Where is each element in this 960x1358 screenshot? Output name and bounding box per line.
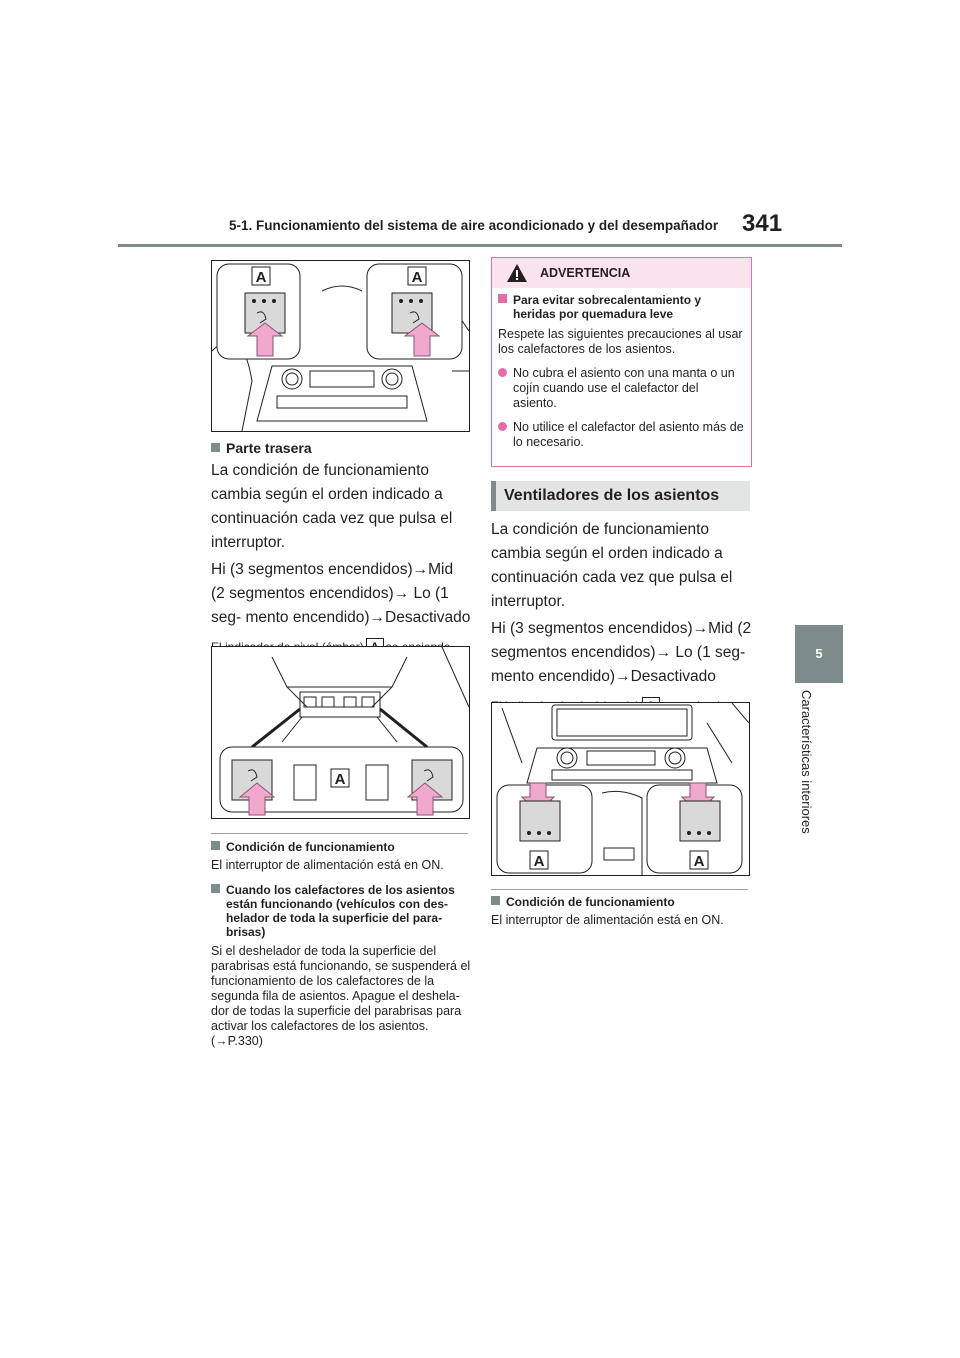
rear-heading: Parte trasera [211,440,471,456]
fan-paragraph-1: La condición de funcionamiento cambia según el orden indicado a continuación cada vez que pulsa el interruptor. [491,521,733,610]
defrost-heading: Cuando los calefactores de los asientos están funcionando (vehículos con des- helador de toda la superficie del para- brisas) [211,883,473,939]
left-divider [211,833,468,834]
vent-left-label: A [533,853,545,870]
running-header: 5-1. Funcionamiento del sistema de aire acondicionado y del desempañador [229,218,719,233]
right-condition-heading: Condición de funcionamiento [491,895,753,909]
front-left-label: A [255,269,267,286]
section-heading: Ventiladores de los asientos [491,481,750,511]
warning-triangle-icon [506,263,528,294]
square-bullet-icon [211,443,220,452]
warning-bullet-1: No cubra el asiento con una manta o un cojín cuando use el calefactor del asiento. [498,366,745,411]
rear-paragraph-2: Hi (3 segmentos encendidos)→Mid (2 segmentos encendidos)→ Lo (1 seg- mento encendido)→Desactivado [211,561,471,626]
vent-right-label: A [693,853,705,870]
rear-paragraph-1: La condición de funcionamiento cambia según el orden indicado a continuación cada vez que pulsa el interruptor. [211,462,453,551]
seat-fan-figure [491,702,750,876]
rear-heater-figure [211,646,470,819]
square-bullet-icon [491,896,500,905]
warning-intro: Respete las siguientes precauciones al usar los calefactores de los asientos. [498,327,743,356]
warning-heading: Para evitar sobrecalentamiento y heridas por quemadura leve [498,293,745,321]
circle-bullet-icon [498,368,507,377]
right-divider [491,889,748,890]
left-condition-text: El interruptor de alimentación está en ON. [211,858,444,872]
warning-title: ADVERTENCIA [540,266,631,280]
square-bullet-icon [211,841,220,850]
page-number: 341 [742,210,783,237]
chapter-title: Características interiores [799,690,814,834]
defrost-text: Si el deshelador de toda la superficie del parabrisas está funcionando, se suspenderá el funcionamiento de los calefactores de la segunda fila de asientos. Apague el deshela- dor de todas la superficie del parabrisas para activar los calefactores de los asientos. (→P.330) [211,944,471,1048]
rear-label: A [334,771,346,788]
header-rule [118,244,842,247]
chapter-tab[interactable]: 5 [795,625,843,683]
circle-bullet-icon [498,422,507,431]
square-bullet-icon [498,294,507,303]
right-condition-text: El interruptor de alimentación está en ON. [491,913,724,927]
front-heater-figure [211,260,470,432]
warning-bullet-2: No utilice el calefactor del asiento más de lo necesario. [498,420,745,450]
left-condition-heading: Condición de funcionamiento [211,840,473,854]
fan-paragraph-2: Hi (3 segmentos encendidos)→Mid (2 segmentos encendidos)→ Lo (1 seg- mento encendido)→Desactivado [491,620,752,685]
front-right-label: A [411,269,423,286]
warning-box [491,257,752,467]
square-bullet-icon [211,884,220,893]
warning-header [492,258,751,288]
